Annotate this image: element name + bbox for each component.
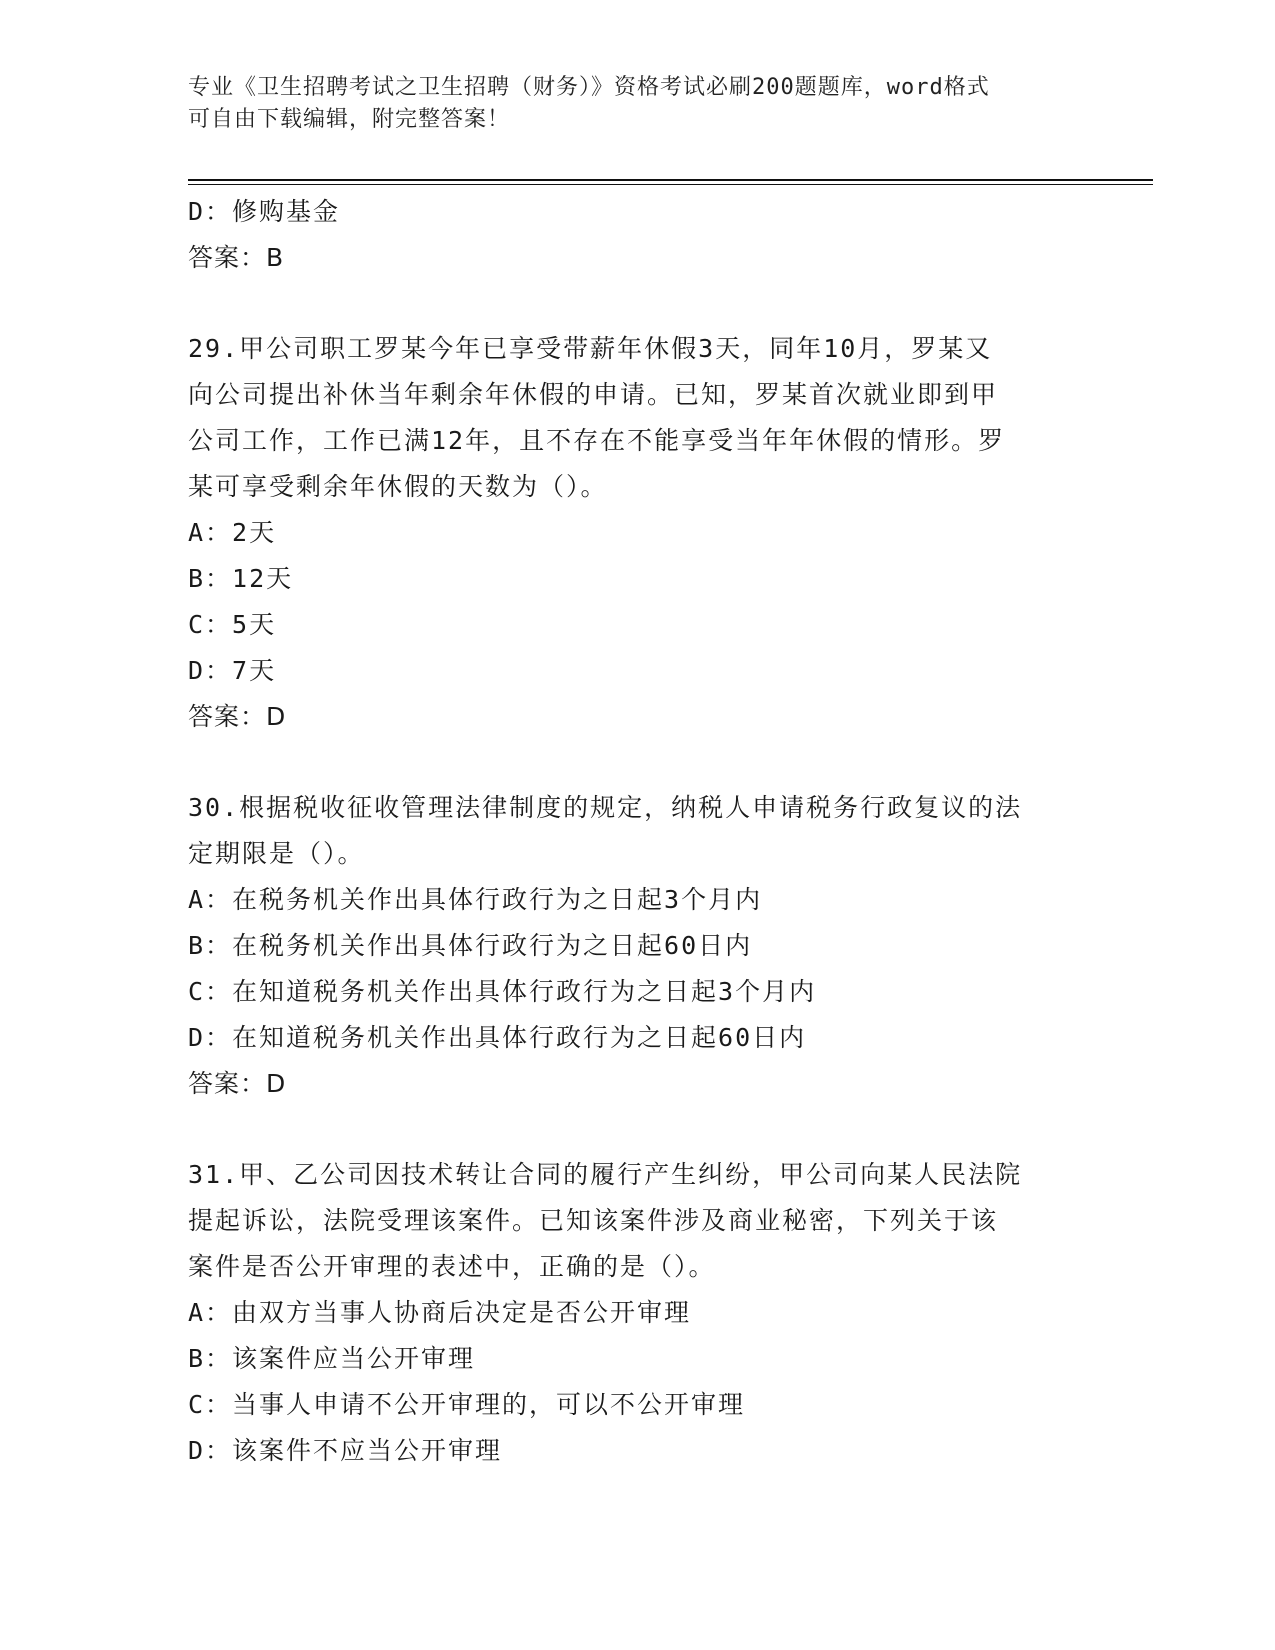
question-29 (188, 326, 1068, 740)
question-30 (188, 785, 1068, 1107)
question-31-option-a: A：由双方当事人协商后决定是否公开审理 (188, 1298, 692, 1327)
question-31-stem-line: 案件是否公开审理的表述中，正确的是（）。 (188, 1252, 716, 1281)
spacer (188, 740, 1068, 785)
question-29-option-d: D：7天 (188, 656, 277, 685)
question-31-stem-line: 31.甲、乙公司因技术转让合同的履行产生纠纷，甲公司向某人民法院 (188, 1160, 1023, 1189)
question-29-stem-line: 公司工作，工作已满12年，且不存在不能享受当年年休假的情形。罗 (188, 426, 1006, 455)
question-31-option-d: D：该案件不应当公开审理 (188, 1436, 503, 1465)
question-30-option-c: C：在知道税务机关作出具体行政行为之日起3个月内 (188, 977, 817, 1006)
question-29-answer: 答案：D (188, 702, 287, 731)
question-30-stem-line: 定期限是（）。 (188, 839, 365, 868)
spacer (188, 1107, 1068, 1152)
header-rule-thick (188, 179, 1153, 181)
question-29-option-a: A：2天 (188, 518, 277, 547)
question-31-stem-line: 提起诉讼，法院受理该案件。已知该案件涉及商业秘密，下列关于该 (188, 1206, 999, 1235)
question-29-stem-line: 向公司提出补休当年剩余年休假的申请。已知，罗某首次就业即到甲 (188, 380, 999, 409)
question-29-stem-line: 29.甲公司职工罗某今年已享受带薪年休假3天，同年10月，罗某又 (188, 334, 993, 363)
question-30-option-d: D：在知道税务机关作出具体行政行为之日起60日内 (188, 1023, 807, 1052)
question-30-stem-line: 30.根据税收征收管理法律制度的规定，纳税人申请税务行政复议的法 (188, 793, 1023, 822)
prev-answer: 答案：B (188, 243, 285, 272)
header-rule-thin (188, 184, 1153, 185)
page-header (188, 72, 1088, 136)
question-31-option-b: B：该案件应当公开审理 (188, 1344, 476, 1373)
question-content (188, 189, 1068, 1474)
header-line-1: 专业《卫生招聘考试之卫生招聘（财务）》资格考试必刷200题题库，word格式 (188, 75, 990, 100)
question-30-answer: 答案：D (188, 1069, 287, 1098)
question-29-stem-line: 某可享受剩余年休假的天数为（）。 (188, 472, 608, 501)
question-31-option-c: C：当事人申请不公开审理的，可以不公开审理 (188, 1390, 746, 1419)
question-30-option-a: A：在税务机关作出具体行政行为之日起3个月内 (188, 885, 763, 914)
question-29-option-c: C：5天 (188, 610, 277, 639)
header-line-2: 可自由下载编辑，附完整答案！ (188, 107, 511, 132)
question-30-option-b: B：在税务机关作出具体行政行为之日起60日内 (188, 931, 753, 960)
question-31 (188, 1152, 1068, 1474)
question-29-option-b: B：12天 (188, 564, 294, 593)
spacer (188, 281, 1068, 326)
prev-option-d: D：修购基金 (188, 197, 341, 226)
